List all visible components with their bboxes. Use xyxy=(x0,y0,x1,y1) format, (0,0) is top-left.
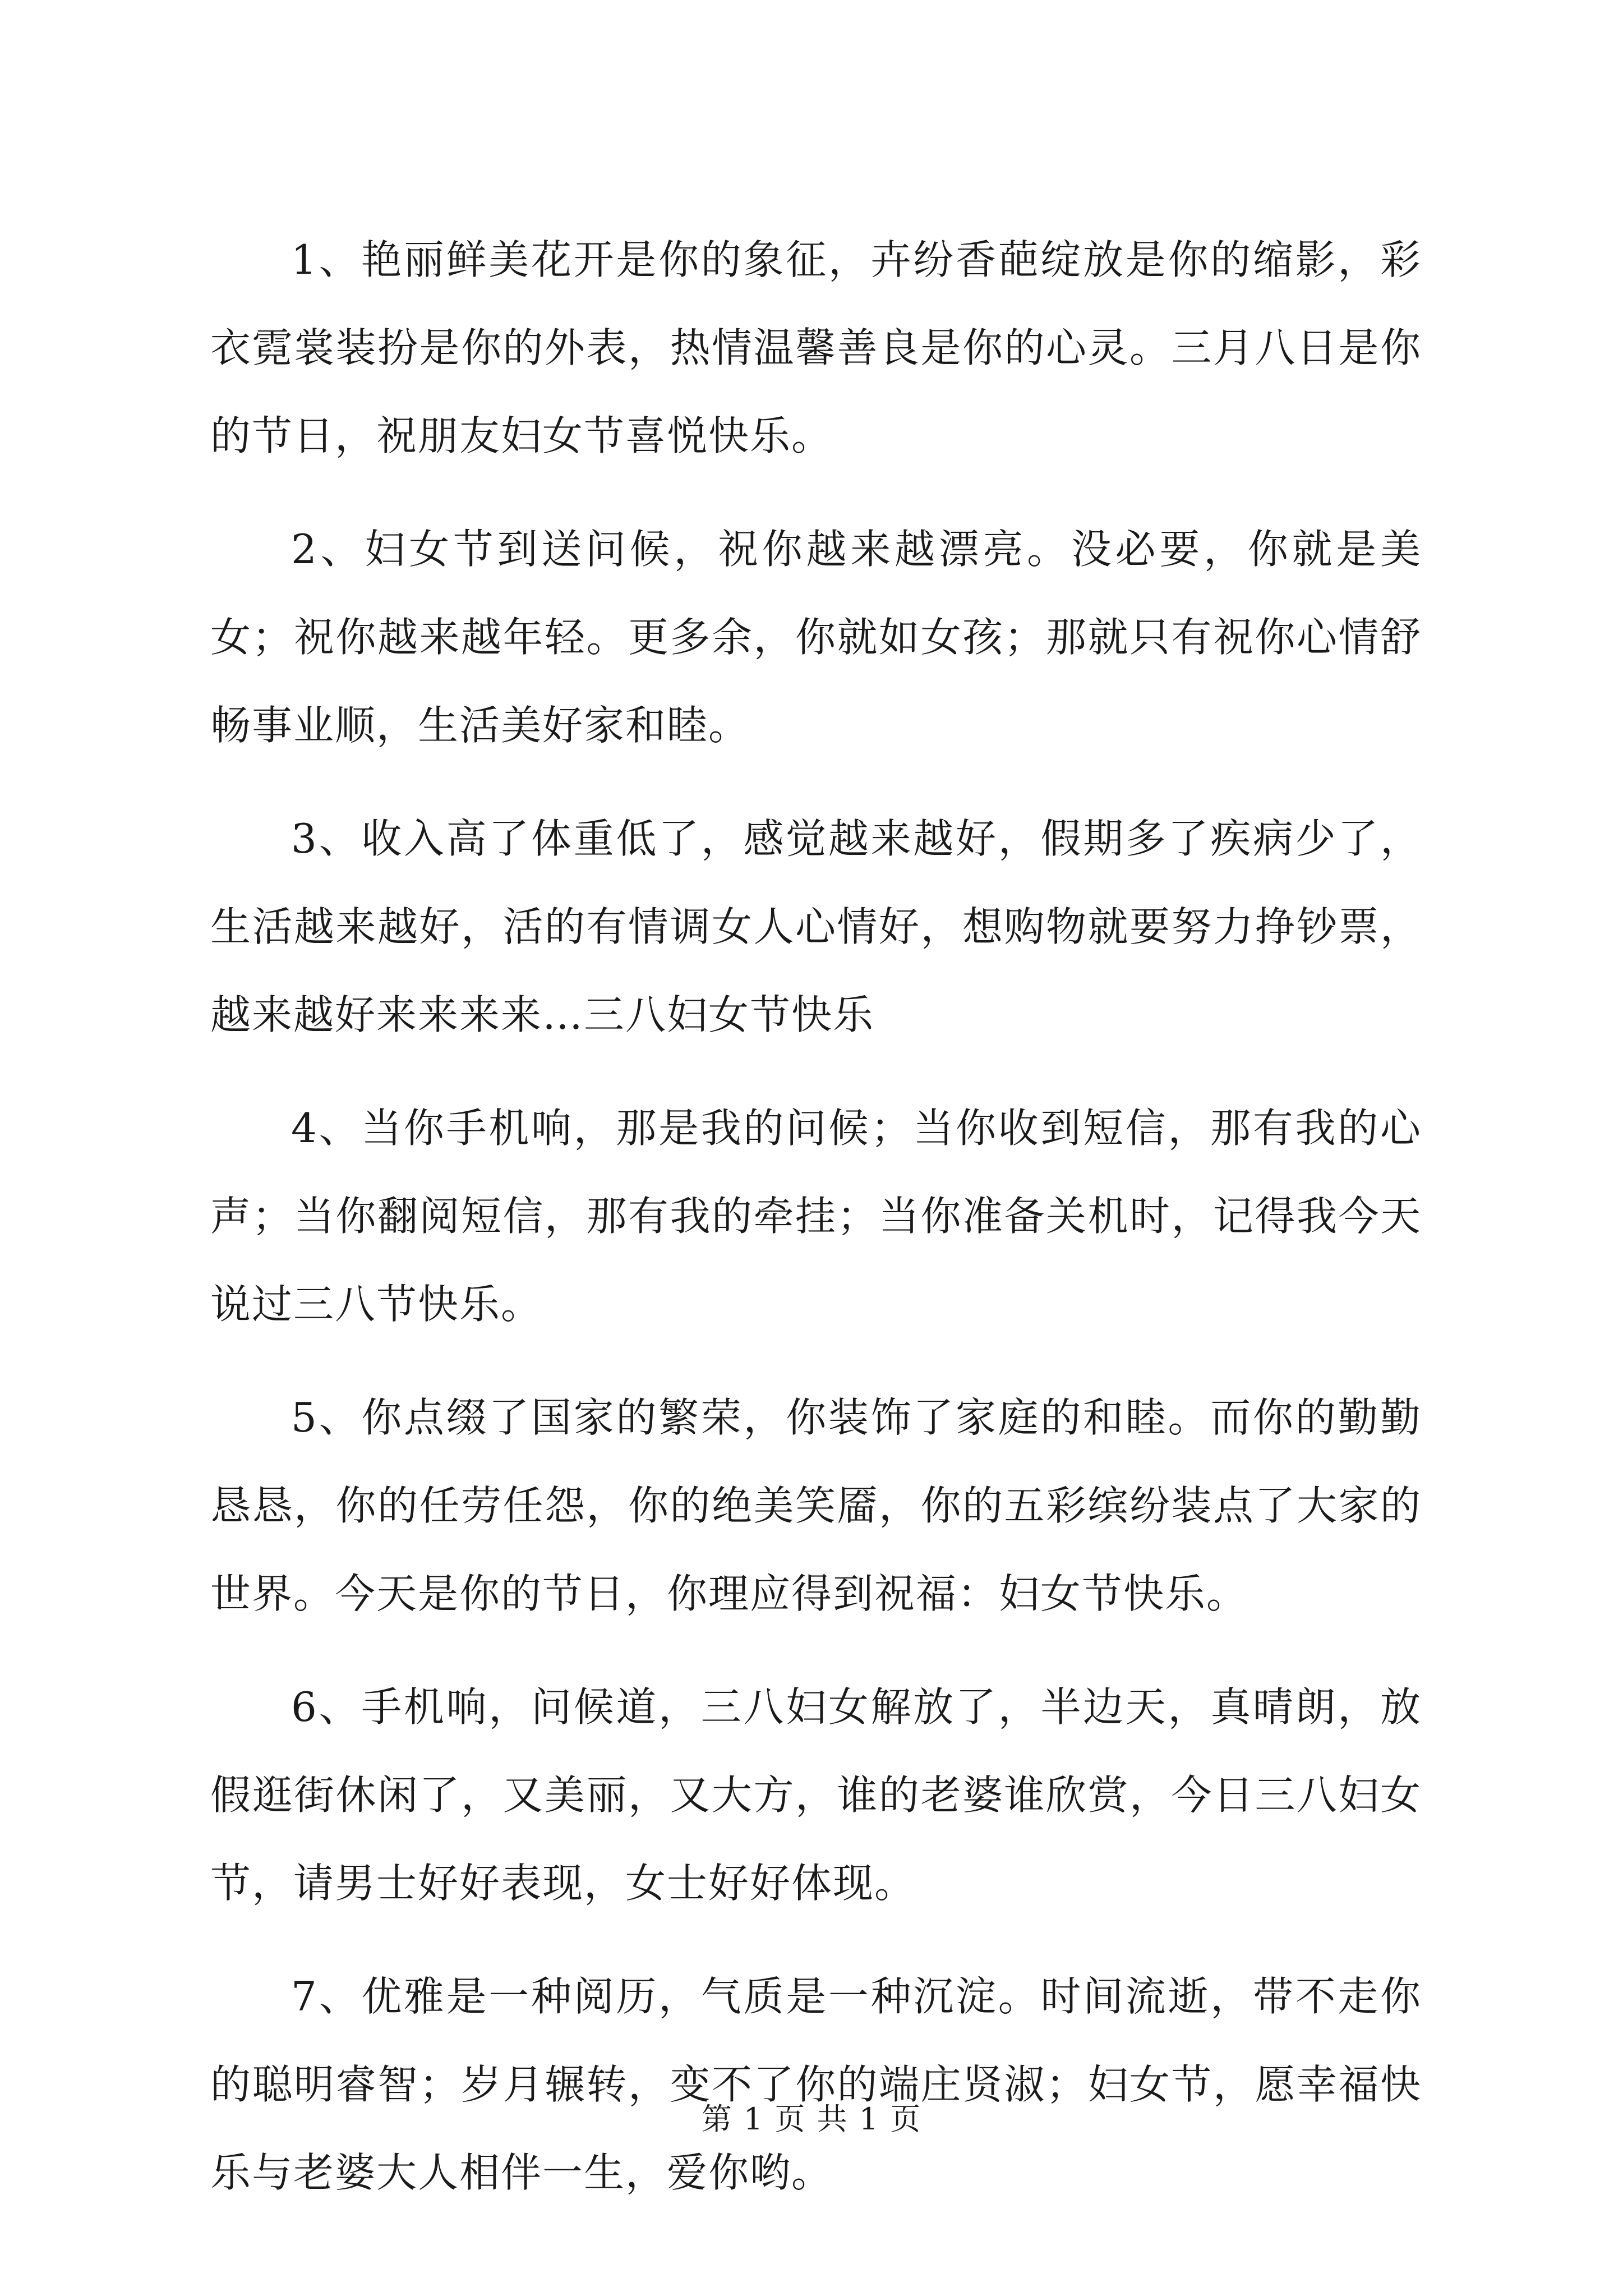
paragraph-6: 6、手机响，问候道，三八妇女解放了，半边天，真晴朗，放假逛街休闲了，又美丽，又大方，谁的老婆谁欣赏，今日三八妇女节，请男士好好表现，女士好好体现。 xyxy=(210,1683,1422,1907)
page-footer: 第 1 页 共 1 页 xyxy=(701,2101,922,2137)
paragraph-4: 4、当你手机响，那是我的问候；当你收到短信，那有我的心声；当你翻阅短信，那有我的牵挂；当你准备关机时，记得我今天说过三八节快乐。 xyxy=(210,1105,1422,1328)
paragraph-3: 3、收入高了体重低了，感觉越来越好，假期多了疾病少了，生活越来越好，活的有情调女人心情好，想购物就要努力挣钞票，越来越好来来来来…三八妇女节快乐 xyxy=(210,815,1422,1038)
paragraph-1: 1、艳丽鲜美花开是你的象征，卉纷香葩绽放是你的缩影，彩衣霓裳装扮是你的外表，热情温馨善良是你的心灵。三月八日是你的节日，祝朋友妇女节喜悦快乐。 xyxy=(210,236,1422,459)
document-body xyxy=(210,216,1422,2242)
paragraph-5: 5、你点缀了国家的繁荣，你装饰了家庭的和睦。而你的勤勤恳恳，你的任劳任怨，你的绝美笑靥，你的五彩缤纷装点了大家的世界。今天是你的节日，你理应得到祝福：妇女节快乐。 xyxy=(210,1394,1422,1617)
paragraph-2: 2、妇女节到送问候，祝你越来越漂亮。没必要，你就是美女；祝你越来越年轻。更多余，你就如女孩；那就只有祝你心情舒畅事业顺，生活美好家和睦。 xyxy=(210,526,1422,749)
paragraph-7: 7、优雅是一种阅历，气质是一种沉淀。时间流逝，带不走你的聪明睿智；岁月辗转，变不了你的端庄贤淑；妇女节，愿幸福快乐与老婆大人相伴一生，爱你哟。 xyxy=(210,1973,1422,2196)
